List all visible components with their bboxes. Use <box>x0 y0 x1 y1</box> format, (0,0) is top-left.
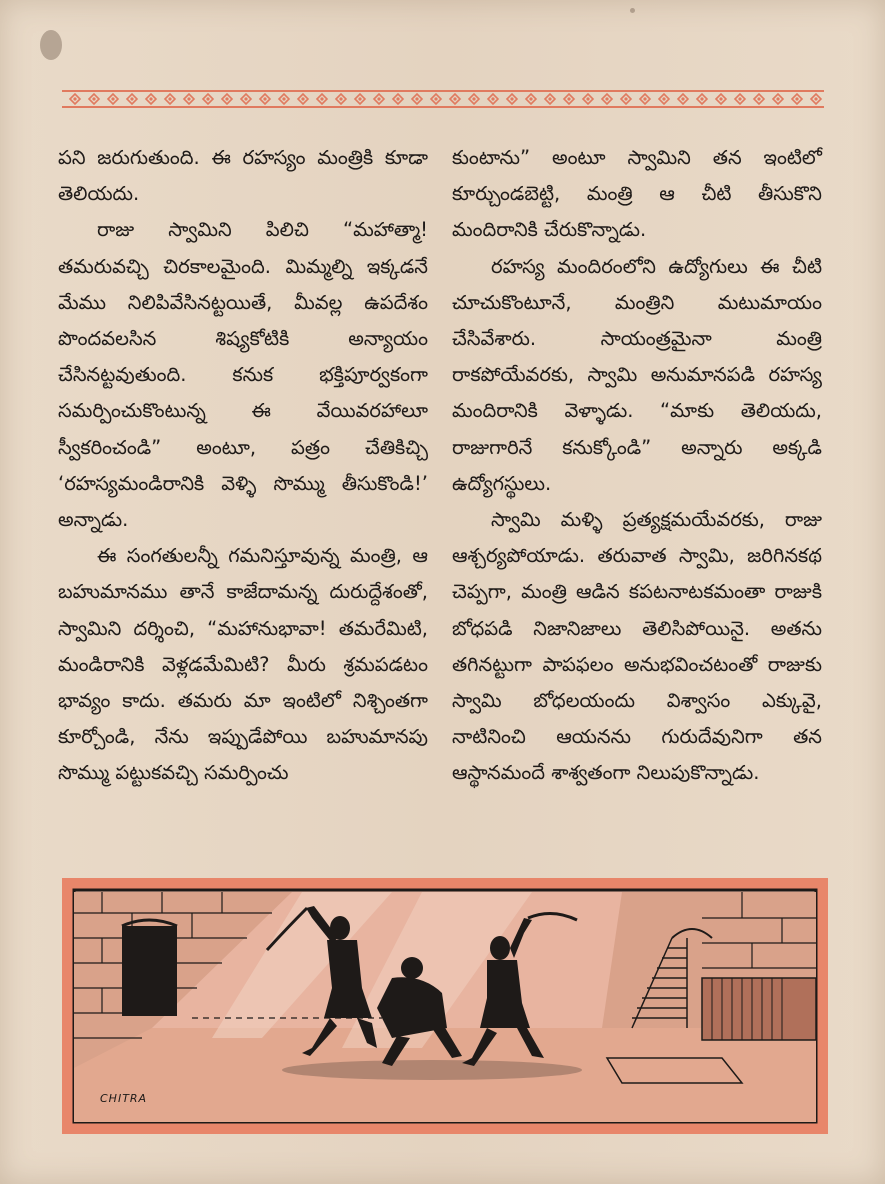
ornament-flower <box>640 94 650 104</box>
paper-speck <box>630 8 635 13</box>
paragraph: కుంటాను” అంటూ స్వామిని తన ఇంటిలో కూర్చుండబెట్టి, మంత్రి ఆ చీటి తీసుకొని మందిరానికి చేరుకొన్నాడు. <box>452 146 822 242</box>
ornament-flower <box>583 94 593 104</box>
ornament-flower <box>754 94 764 104</box>
ornament-flower <box>393 94 403 104</box>
story-illustration <box>62 878 828 1134</box>
paragraph: రాజు స్వామిని పిలిచి “మహాత్మా! తమరువచ్చి చిరకాలమైంది. మిమ్మల్ని ఇక్కడనే మేము నిలిపివేసినట్టయితే, మీవల్ల ఉపదేశం పొందవలసిన శిష్యకోటికి అన్యాయం చేసినట్టవుతుంది. కనుక భక్తిపూర్వకంగా సమర్పించుకొంటున్న ఈ వేయివరహాలూ స్వీకరించండి” అంటూ, పత్రం చేతికిచ్చి ‘రహస్యమండిరానికి వెళ్ళి సొమ్ము తీసుకొండి!’ అన్నాడు. <box>58 218 428 532</box>
ornament-flower <box>298 94 308 104</box>
ornament-flower <box>127 94 137 104</box>
illustrator-signature: CHITRA <box>100 1092 148 1105</box>
paragraph: ఈ సంగతులన్నీ గమనిస్తూవున్న మంత్రి, ఆ బహుమానము తానే కాజేదామన్న దురుద్దేశంతో, స్వామిని దర్శించి, “మహానుభావా! తమరేమిటి, మండిరానికి వెళ్లడమేమిటి? మీరు శ్రమపడటం భావ్యం కాదు. తమరు మా ఇంటిలో నిశ్చింతగా కూర్చోండి, నేను ఇప్పుడేపోయి బహుమానపు సొమ్ము పట్టుకవచ్చి సమర్పించు <box>58 544 428 785</box>
ornament-flower <box>735 94 745 104</box>
ornament-flower <box>431 94 441 104</box>
ornament-flower <box>203 94 213 104</box>
ornament-flower <box>222 94 232 104</box>
ornament-flower <box>450 94 460 104</box>
ornament-flower <box>165 94 175 104</box>
text-column-left <box>58 140 428 792</box>
decorative-border <box>62 88 824 110</box>
ornament-flower <box>279 94 289 104</box>
paragraph: స్వామి మళ్ళి ప్రత్యక్షమయేవరకు, రాజు ఆశ్చర్యపోయాడు. తరువాత స్వామి, జరిగినకథ చెప్పగా, మంత్రి ఆడిన కపటనాటకమంతా రాజుకి బోధపడి నిజానిజాలు తెలిసిపోయినై. అతను తగినట్టుగా పాపఫలం అనుభవించటంతో రాజుకు స్వామి బోధలయందు విశ్వాసం ఎక్కువై, నాటినించి ఆయనను గురుదేవునిగా తన ఆస్థానమందే శాశ్వతంగా నిలుపుకొన్నాడు. <box>452 508 822 785</box>
ornament-flower <box>89 94 99 104</box>
ornament-flower <box>412 94 422 104</box>
ornament-flower <box>564 94 574 104</box>
ornament-flower <box>108 94 118 104</box>
border-ornaments <box>70 94 821 104</box>
ornament-flower <box>659 94 669 104</box>
ornament-flower <box>507 94 517 104</box>
ornament-flower <box>184 94 194 104</box>
ornament-flower <box>697 94 707 104</box>
ornament-flower <box>146 94 156 104</box>
paper-stain <box>40 30 62 60</box>
text-column-right <box>452 140 822 792</box>
ornament-flower <box>526 94 536 104</box>
ornament-flower <box>678 94 688 104</box>
paragraph: రహస్య మందిరంలోని ఉద్యోగులు ఈ చీటి చూచుకొంటూనే, మంత్రిని మటుమాయం చేసివేశారు. సాయంత్రమైనా మంత్రి రాకపోయేవరకు, స్వామి అనుమానపడి రహస్య మందిరానికి వెళ్ళాడు. “మాకు తెలియదు, రాజుగారినే కనుక్కోండి” అన్నారు అక్కడి ఉద్యోగస్థులు. <box>452 254 822 495</box>
stairs-right <box>602 892 816 1040</box>
paragraph: పని జరుగుతుంది. ఈ రహస్యం మంత్రికి కూడా తెలియదు. <box>58 146 428 206</box>
ornament-flower <box>602 94 612 104</box>
ornament-flower <box>621 94 631 104</box>
ornament-flower <box>773 94 783 104</box>
ornament-flower <box>488 94 498 104</box>
ornament-flower <box>469 94 479 104</box>
ornament-flower <box>336 94 346 104</box>
ornament-flower <box>374 94 384 104</box>
ornament-flower <box>241 94 251 104</box>
ornament-flower <box>811 94 821 104</box>
dark-doorway <box>122 926 177 1016</box>
ornament-flower <box>545 94 555 104</box>
ornament-flower <box>355 94 365 104</box>
ornament-flower <box>260 94 270 104</box>
ornament-flower <box>70 94 80 104</box>
ornament-flower <box>792 94 802 104</box>
sword-fight-scene <box>62 878 828 1134</box>
ornament-flower <box>716 94 726 104</box>
ornament-flower <box>317 94 327 104</box>
